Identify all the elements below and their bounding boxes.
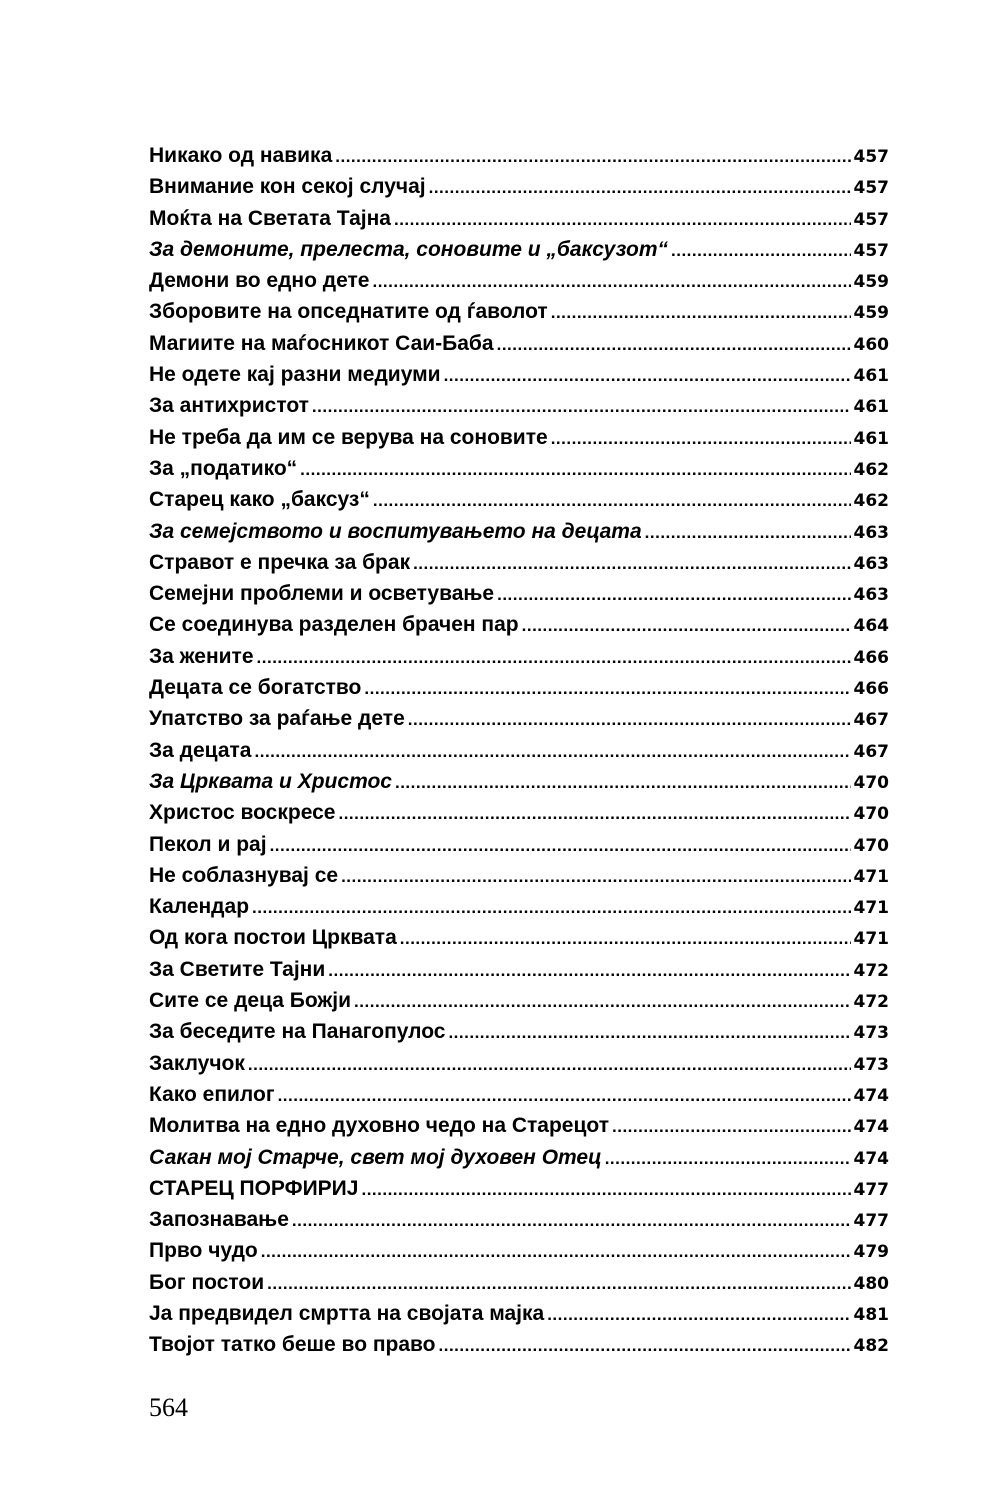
toc-entry-page: 461 — [853, 428, 889, 449]
toc-leader-dots — [551, 423, 851, 453]
toc-entry-title: Како епилог — [149, 1082, 275, 1106]
toc-leader-dots — [354, 986, 850, 1016]
toc-entry-page: 461 — [853, 366, 889, 387]
toc-leader-dots — [497, 329, 851, 359]
toc-entry — [149, 1110, 889, 1141]
toc-entry-page: 474 — [853, 1148, 889, 1169]
toc-entry — [149, 171, 889, 202]
toc-entry-page: 461 — [853, 397, 889, 418]
toc-entry-title: За антихристот — [149, 394, 309, 418]
toc-leader-dots — [257, 642, 851, 672]
toc-leader-dots — [439, 1330, 851, 1360]
toc-entry — [149, 1235, 889, 1266]
toc-entry-title: Никако од навика — [149, 144, 333, 167]
toc-leader-dots — [444, 360, 851, 390]
toc-leader-dots — [252, 892, 850, 922]
toc-entry-page: 464 — [853, 616, 889, 637]
toc-entry-page: 477 — [853, 1179, 889, 1200]
toc-entry-title: Внимание кон секој случај — [149, 175, 426, 199]
toc-leader-dots — [312, 391, 851, 421]
toc-entry-page: 472 — [853, 992, 889, 1013]
toc-entry — [149, 140, 889, 171]
toc-entry-page: 457 — [853, 178, 889, 199]
toc-leader-dots — [270, 830, 851, 860]
toc-entry-title: Заклучок — [149, 1051, 245, 1075]
toc-entry — [149, 296, 889, 327]
toc-entry-title: Запознавање — [149, 1208, 289, 1232]
toc-entry — [149, 1204, 889, 1235]
toc-entry — [149, 1267, 889, 1298]
toc-entry-title: Сакан мој Старче, свет мој духовен Отец — [149, 1145, 602, 1169]
toc-entry — [149, 766, 889, 797]
toc-entry — [149, 672, 889, 703]
toc-entry — [149, 390, 889, 421]
toc-entry — [149, 1298, 889, 1329]
toc-entry-title: Децата се богатство — [149, 676, 362, 700]
toc-entry-page: 471 — [853, 898, 889, 919]
toc-entry-page: 472 — [853, 960, 889, 981]
toc-entry-page: 466 — [853, 679, 889, 700]
toc-entry-title: Не треба да им се верува на соновите — [149, 425, 548, 449]
toc-leader-dots — [335, 141, 850, 171]
toc-leader-dots — [328, 955, 850, 985]
toc-entry-title: Бог постои — [149, 1270, 265, 1294]
toc-entry-title: Демони во едно дете — [149, 269, 370, 293]
toc-entry — [149, 735, 889, 766]
toc-entry-page: 482 — [853, 1336, 889, 1357]
toc-leader-dots — [605, 1143, 851, 1173]
toc-entry-title: СТАРЕЦ ПОРФИРИЈ — [149, 1176, 359, 1200]
toc-entry-page: 471 — [853, 866, 889, 887]
toc-entry-page: 467 — [853, 741, 889, 762]
toc-entry — [149, 1079, 889, 1110]
toc-leader-dots — [373, 485, 851, 515]
toc-entry — [149, 797, 889, 828]
page-number: 564 — [149, 1393, 188, 1422]
toc-entry-title: Прво чудо — [149, 1239, 258, 1263]
toc-entry-page: 474 — [853, 1085, 889, 1106]
toc-entry-page: 463 — [853, 522, 889, 543]
toc-entry-title: Стравот е пречка за брак — [149, 550, 411, 574]
toc-entry-page: 466 — [853, 647, 889, 668]
toc-entry-title: Упатство за раѓање дете — [149, 707, 405, 731]
toc-entry-title: Зборовите на опседнатите од ѓаволот — [149, 300, 548, 324]
toc-entry-page: 471 — [853, 929, 889, 950]
toc-entry — [149, 954, 889, 985]
toc-entry — [149, 547, 889, 578]
toc-leader-dots — [497, 579, 850, 609]
toc-entry-page: 470 — [853, 804, 889, 825]
toc-entry-page: 463 — [853, 553, 889, 574]
toc-entry — [149, 609, 889, 640]
toc-leader-dots — [341, 861, 850, 891]
toc-entry-page: 470 — [853, 835, 889, 856]
toc-entry — [149, 516, 889, 547]
toc-entry-page: 460 — [853, 334, 889, 355]
toc-entry-title: Не одете кај разни медиуми — [149, 363, 441, 387]
toc-entry-title: Моќта на Светата Тајна — [149, 206, 391, 230]
toc-entry-title: За жените — [149, 644, 254, 668]
toc-entry — [149, 1016, 889, 1047]
toc-leader-dots — [448, 1017, 850, 1047]
toc-entry — [149, 484, 889, 515]
toc-entry-page: 457 — [853, 240, 889, 261]
toc-entry — [149, 1329, 889, 1360]
toc-entry — [149, 265, 889, 296]
toc-leader-dots — [300, 454, 850, 484]
table-of-contents — [149, 140, 889, 1361]
toc-leader-dots — [267, 1268, 850, 1298]
toc-entry-title: Се соединува разделен брачен пар — [149, 613, 519, 637]
toc-leader-dots — [394, 204, 851, 234]
toc-entry-page: 470 — [853, 772, 889, 793]
toc-leader-dots — [292, 1205, 851, 1235]
toc-entry — [149, 641, 889, 672]
toc-entry — [149, 422, 889, 453]
toc-leader-dots — [413, 548, 850, 578]
toc-entry — [149, 985, 889, 1016]
toc-leader-dots — [429, 172, 851, 202]
toc-entry-page: 474 — [853, 1117, 889, 1138]
toc-entry-page: 473 — [853, 1054, 889, 1075]
toc-entry-title: За Светите Тајни — [149, 957, 326, 981]
toc-entry-title: Сите се деца Божји — [149, 989, 352, 1013]
toc-leader-dots — [612, 1111, 851, 1141]
toc-leader-dots — [671, 235, 850, 265]
toc-leader-dots — [255, 736, 851, 766]
toc-entry-title: Магиите на маѓосникот Саи-Баба — [149, 331, 494, 355]
toc-entry — [149, 1173, 889, 1204]
toc-leader-dots — [338, 798, 850, 828]
toc-entry-page: 462 — [853, 459, 889, 480]
toc-entry — [149, 1048, 889, 1079]
toc-entry-page: 473 — [853, 1023, 889, 1044]
toc-leader-dots — [372, 266, 850, 296]
toc-leader-dots — [645, 517, 851, 547]
toc-leader-dots — [361, 1174, 850, 1204]
toc-entry — [149, 891, 889, 922]
toc-entry-title: За беседите на Панагопулос — [149, 1020, 446, 1044]
toc-leader-dots — [522, 610, 851, 640]
toc-entry-page: 457 — [853, 147, 889, 167]
toc-entry-page: 481 — [853, 1304, 889, 1325]
toc-entry — [149, 453, 889, 484]
toc-entry-title: Пекол и рај — [149, 832, 267, 856]
toc-entry-page: 459 — [853, 272, 889, 293]
toc-entry-page: 459 — [853, 303, 889, 324]
toc-entry-title: Ја предвидел смртта на својата мајка — [149, 1301, 545, 1325]
toc-entry — [149, 203, 889, 234]
toc-entry — [149, 359, 889, 390]
toc-entry-title: За „податико“ — [149, 456, 298, 480]
toc-entry — [149, 860, 889, 891]
toc-leader-dots — [364, 673, 850, 703]
toc-entry-title: Не соблазнувај се — [149, 863, 339, 887]
toc-leader-dots — [408, 704, 851, 734]
toc-entry-title: За семејството и воспитувањето на децата — [149, 519, 642, 543]
toc-entry — [149, 578, 889, 609]
toc-leader-dots — [547, 1299, 850, 1329]
toc-leader-dots — [278, 1080, 851, 1110]
toc-entry-page: 457 — [853, 209, 889, 230]
toc-entry-title: За Црквата и Христос — [149, 769, 392, 793]
toc-entry — [149, 1142, 889, 1173]
toc-entry — [149, 703, 889, 734]
toc-entry-title: Молитва на едно духовно чедо на Старецот — [149, 1114, 609, 1138]
toc-entry-title: Календар — [149, 895, 250, 919]
toc-entry-page: 463 — [853, 585, 889, 606]
toc-leader-dots — [551, 297, 851, 327]
toc-entry — [149, 328, 889, 359]
toc-entry-page: 477 — [853, 1211, 889, 1232]
toc-entry-page: 479 — [853, 1242, 889, 1263]
toc-entry-page: 462 — [853, 491, 889, 512]
toc-entry-title: Твојот татко беше во право — [149, 1333, 436, 1357]
toc-entry-title: Христос воскресе — [149, 801, 336, 825]
toc-leader-dots — [261, 1236, 851, 1266]
toc-entry — [149, 922, 889, 953]
toc-entry-title: За децата — [149, 738, 252, 762]
toc-leader-dots — [395, 767, 851, 797]
toc-entry-page: 480 — [853, 1273, 889, 1294]
toc-entry-title: Семејни проблеми и осветување — [149, 582, 495, 606]
toc-entry-page: 467 — [853, 710, 889, 731]
toc-entry — [149, 829, 889, 860]
toc-entry-title: За демоните, прелеста, соновите и „баксузот“ — [149, 237, 669, 261]
toc-entry-title: Старец како „баксуз“ — [149, 488, 370, 512]
toc-leader-dots — [248, 1049, 851, 1079]
toc-entry-title: Од кога постои Црквата — [149, 926, 397, 950]
toc-leader-dots — [400, 923, 851, 953]
toc-entry — [149, 234, 889, 265]
